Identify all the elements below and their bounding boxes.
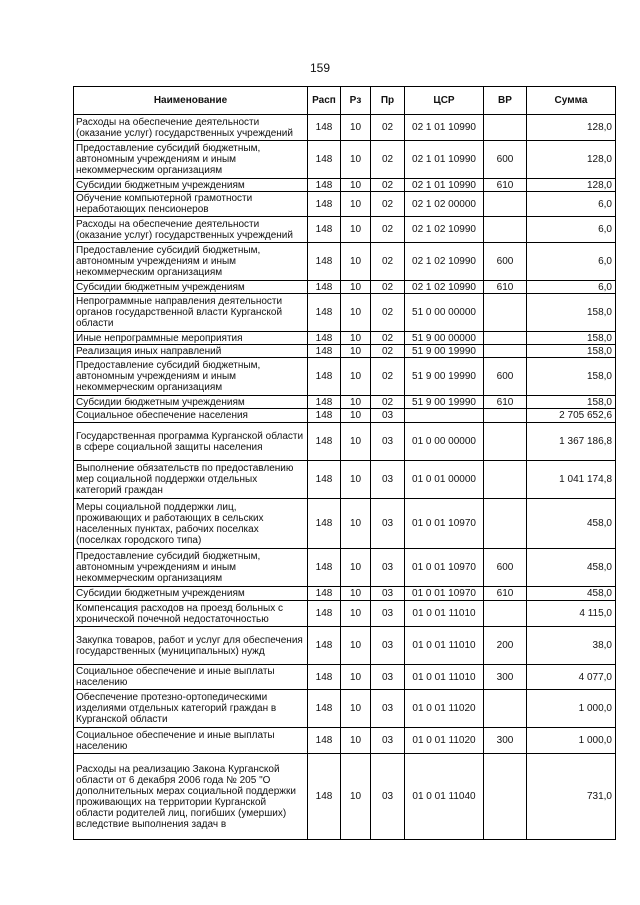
table-row (74, 587, 616, 601)
row-name: Меры социальной поддержки лиц, проживающих и работающих в сельских населенных пунктах, рабочих поселках (поселках городского типа) (74, 499, 308, 549)
row-csr: 02 1 01 10990 (405, 115, 484, 141)
table-row (74, 601, 616, 627)
row-name: Субсидии бюджетным учреждениям (74, 179, 308, 192)
row-pr: 02 (371, 396, 405, 409)
row-csr: 01 0 01 10970 (405, 499, 484, 549)
row-pr: 02 (371, 294, 405, 332)
row-pr: 02 (371, 332, 405, 345)
row-vr (484, 345, 527, 358)
row-csr: 51 9 00 19990 (405, 345, 484, 358)
row-csr: 01 0 01 10970 (405, 587, 484, 601)
table-row (74, 665, 616, 690)
row-csr: 01 0 01 11010 (405, 601, 484, 627)
table-row (74, 549, 616, 587)
row-rz: 10 (341, 601, 371, 627)
row-name: Субсидии бюджетным учреждениям (74, 396, 308, 409)
row-name: Предоставление субсидий бюджетным, автономным учреждениям и иным некоммерческим организациям (74, 141, 308, 179)
table-row (74, 141, 616, 179)
row-sum: 158,0 (527, 332, 616, 345)
table-row (74, 332, 616, 345)
header-csr: ЦСР (405, 87, 484, 115)
row-rz: 10 (341, 243, 371, 281)
row-rz: 10 (341, 690, 371, 728)
row-name: Субсидии бюджетным учреждениям (74, 587, 308, 601)
row-vr: 600 (484, 549, 527, 587)
row-rasp: 148 (308, 728, 341, 754)
row-sum: 458,0 (527, 549, 616, 587)
row-pr: 02 (371, 141, 405, 179)
row-rasp: 148 (308, 358, 341, 396)
row-pr: 03 (371, 690, 405, 728)
row-name: Расходы на обеспечение деятельности (оказание услуг) государственных учреждений (74, 217, 308, 243)
row-vr: 600 (484, 358, 527, 396)
row-csr: 02 1 02 10990 (405, 243, 484, 281)
row-rasp: 148 (308, 345, 341, 358)
row-pr: 02 (371, 243, 405, 281)
row-rasp: 148 (308, 141, 341, 179)
row-pr: 03 (371, 461, 405, 499)
row-vr (484, 461, 527, 499)
row-sum: 128,0 (527, 179, 616, 192)
row-csr: 01 0 01 11010 (405, 627, 484, 665)
table-row (74, 345, 616, 358)
row-vr: 300 (484, 665, 527, 690)
row-pr: 02 (371, 192, 405, 217)
header-pr: Пр (371, 87, 405, 115)
table-row (74, 627, 616, 665)
row-pr: 02 (371, 281, 405, 294)
row-vr: 200 (484, 627, 527, 665)
row-sum: 38,0 (527, 627, 616, 665)
row-sum: 1 000,0 (527, 728, 616, 754)
row-rz: 10 (341, 587, 371, 601)
row-csr: 51 0 00 00000 (405, 294, 484, 332)
row-rz: 10 (341, 294, 371, 332)
row-pr: 02 (371, 358, 405, 396)
row-rz: 10 (341, 423, 371, 461)
row-vr: 300 (484, 728, 527, 754)
table-row (74, 423, 616, 461)
row-sum: 2 705 652,6 (527, 409, 616, 423)
row-vr: 610 (484, 281, 527, 294)
table-row (74, 243, 616, 281)
row-pr: 03 (371, 665, 405, 690)
table-row (74, 754, 616, 840)
row-name: Государственная программа Курганской области в сфере социальной защиты населения (74, 423, 308, 461)
table-row (74, 281, 616, 294)
row-rz: 10 (341, 409, 371, 423)
row-rasp: 148 (308, 243, 341, 281)
row-csr: 51 9 00 19990 (405, 396, 484, 409)
row-pr: 03 (371, 728, 405, 754)
row-name: Закупка товаров, работ и услуг для обеспечения государственных (муниципальных) нужд (74, 627, 308, 665)
header-sum: Сумма (527, 87, 616, 115)
row-sum: 458,0 (527, 499, 616, 549)
row-vr: 610 (484, 587, 527, 601)
row-name: Обучение компьютерной грамотности неработающих пенсионеров (74, 192, 308, 217)
row-name: Социальное обеспечение населения (74, 409, 308, 423)
row-csr: 51 9 00 19990 (405, 358, 484, 396)
row-vr (484, 115, 527, 141)
row-pr: 02 (371, 179, 405, 192)
table-row (74, 115, 616, 141)
row-rasp: 148 (308, 754, 341, 840)
row-sum: 458,0 (527, 587, 616, 601)
row-rasp: 148 (308, 115, 341, 141)
row-csr: 02 1 01 10990 (405, 179, 484, 192)
row-rasp: 148 (308, 179, 341, 192)
row-rz: 10 (341, 549, 371, 587)
row-name: Субсидии бюджетным учреждениям (74, 281, 308, 294)
table-row (74, 179, 616, 192)
row-rz: 10 (341, 396, 371, 409)
header-rasp: Расп (308, 87, 341, 115)
row-sum: 158,0 (527, 345, 616, 358)
row-pr: 03 (371, 409, 405, 423)
row-name: Обеспечение протезно-ортопедическими изделиями отдельных категорий граждан в Курганской области (74, 690, 308, 728)
row-sum: 1 041 174,8 (527, 461, 616, 499)
row-rasp: 148 (308, 192, 341, 217)
row-rasp: 148 (308, 690, 341, 728)
row-pr: 02 (371, 115, 405, 141)
row-csr (405, 409, 484, 423)
row-name: Предоставление субсидий бюджетным, автономным учреждениям и иным некоммерческим организациям (74, 243, 308, 281)
row-rasp: 148 (308, 396, 341, 409)
row-rz: 10 (341, 179, 371, 192)
row-sum: 4 115,0 (527, 601, 616, 627)
row-vr (484, 332, 527, 345)
row-csr: 01 0 01 11040 (405, 754, 484, 840)
row-csr: 01 0 01 11020 (405, 690, 484, 728)
row-csr: 01 0 01 00000 (405, 461, 484, 499)
row-rz: 10 (341, 461, 371, 499)
header-name: Наименование (74, 87, 308, 115)
row-vr (484, 690, 527, 728)
row-vr: 610 (484, 179, 527, 192)
row-rz: 10 (341, 754, 371, 840)
row-vr: 600 (484, 141, 527, 179)
header-row (74, 87, 616, 115)
header-vr: ВР (484, 87, 527, 115)
row-pr: 03 (371, 587, 405, 601)
row-pr: 03 (371, 754, 405, 840)
row-name: Непрограммные направления деятельности органов государственной власти Курганской области (74, 294, 308, 332)
row-sum: 731,0 (527, 754, 616, 840)
row-name: Компенсация расходов на проезд больных с хронической почечной недостаточностью (74, 601, 308, 627)
page-number: 159 (309, 61, 331, 75)
row-name: Предоставление субсидий бюджетным, автономным учреждениям и иным некоммерческим организациям (74, 549, 308, 587)
table-row (74, 409, 616, 423)
row-name: Предоставление субсидий бюджетным, автономным учреждениям и иным некоммерческим организациям (74, 358, 308, 396)
row-rz: 10 (341, 115, 371, 141)
row-rasp: 148 (308, 601, 341, 627)
row-csr: 01 0 01 11020 (405, 728, 484, 754)
row-vr (484, 601, 527, 627)
row-sum: 158,0 (527, 358, 616, 396)
row-rasp: 148 (308, 409, 341, 423)
row-csr: 02 1 02 10990 (405, 217, 484, 243)
row-rz: 10 (341, 665, 371, 690)
row-rasp: 148 (308, 587, 341, 601)
row-rasp: 148 (308, 627, 341, 665)
table-row (74, 294, 616, 332)
table-row (74, 690, 616, 728)
row-rz: 10 (341, 728, 371, 754)
table-row (74, 728, 616, 754)
row-name: Расходы на обеспечение деятельности (оказание услуг) государственных учреждений (74, 115, 308, 141)
row-rz: 10 (341, 345, 371, 358)
row-vr (484, 754, 527, 840)
row-rz: 10 (341, 141, 371, 179)
table-row (74, 192, 616, 217)
row-sum: 158,0 (527, 294, 616, 332)
row-rz: 10 (341, 332, 371, 345)
budget-table (73, 86, 616, 840)
row-rz: 10 (341, 217, 371, 243)
row-sum: 158,0 (527, 396, 616, 409)
row-rasp: 148 (308, 217, 341, 243)
row-pr: 03 (371, 627, 405, 665)
row-name: Расходы на реализацию Закона Курганской области от 6 декабря 2006 года № 205 "О дополнительных мерах социальной поддержки проживающих на территории Курганской области родителей лиц, погибших (умерших) вследствие выполнения задач в (74, 754, 308, 840)
row-pr: 02 (371, 345, 405, 358)
row-rasp: 148 (308, 294, 341, 332)
row-rasp: 148 (308, 499, 341, 549)
row-vr (484, 409, 527, 423)
row-rasp: 148 (308, 549, 341, 587)
row-csr: 01 0 00 00000 (405, 423, 484, 461)
row-rasp: 148 (308, 332, 341, 345)
row-rasp: 148 (308, 423, 341, 461)
row-sum: 6,0 (527, 243, 616, 281)
row-sum: 6,0 (527, 281, 616, 294)
table-row (74, 396, 616, 409)
row-pr: 03 (371, 601, 405, 627)
row-csr: 02 1 02 10990 (405, 281, 484, 294)
row-sum: 1 000,0 (527, 690, 616, 728)
row-csr: 01 0 01 11010 (405, 665, 484, 690)
row-vr (484, 192, 527, 217)
row-vr (484, 294, 527, 332)
row-vr (484, 499, 527, 549)
row-rz: 10 (341, 627, 371, 665)
row-rz: 10 (341, 358, 371, 396)
row-pr: 03 (371, 423, 405, 461)
row-csr: 01 0 01 10970 (405, 549, 484, 587)
row-sum: 6,0 (527, 217, 616, 243)
row-rasp: 148 (308, 665, 341, 690)
row-sum: 128,0 (527, 141, 616, 179)
row-vr: 600 (484, 243, 527, 281)
row-vr: 610 (484, 396, 527, 409)
row-rz: 10 (341, 192, 371, 217)
row-rz: 10 (341, 499, 371, 549)
row-sum: 6,0 (527, 192, 616, 217)
row-rz: 10 (341, 281, 371, 294)
header-rz: Рз (341, 87, 371, 115)
table-row (74, 358, 616, 396)
row-name: Социальное обеспечение и иные выплаты населению (74, 728, 308, 754)
row-name: Иные непрограммные мероприятия (74, 332, 308, 345)
row-name: Выполнение обязательств по предоставлению мер социальной поддержки отдельных категорий граждан (74, 461, 308, 499)
table-row (74, 217, 616, 243)
row-sum: 1 367 186,8 (527, 423, 616, 461)
row-name: Реализация иных направлений (74, 345, 308, 358)
row-name: Социальное обеспечение и иные выплаты населению (74, 665, 308, 690)
row-sum: 128,0 (527, 115, 616, 141)
row-csr: 02 1 02 00000 (405, 192, 484, 217)
row-vr (484, 423, 527, 461)
table-row (74, 461, 616, 499)
row-csr: 51 9 00 00000 (405, 332, 484, 345)
row-rasp: 148 (308, 461, 341, 499)
table-row (74, 499, 616, 549)
row-sum: 4 077,0 (527, 665, 616, 690)
row-pr: 02 (371, 217, 405, 243)
row-pr: 03 (371, 499, 405, 549)
row-csr: 02 1 01 10990 (405, 141, 484, 179)
row-rasp: 148 (308, 281, 341, 294)
row-pr: 03 (371, 549, 405, 587)
row-vr (484, 217, 527, 243)
